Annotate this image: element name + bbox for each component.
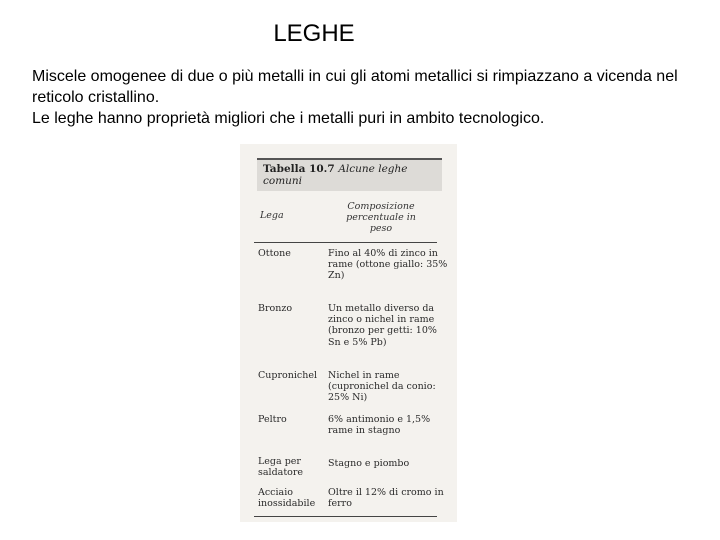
alloys-table-image <box>240 144 457 522</box>
intro-text <box>32 66 692 129</box>
row-composizione: Oltre il 12% di cromo in ferro <box>328 487 444 510</box>
table-rule-top <box>254 242 437 243</box>
row-composizione: Nichel in rame (cupronichel da conio: 25% Ni) <box>328 370 436 404</box>
header-composizione: Composizione percentuale in peso <box>346 201 416 234</box>
intro-paragraph-2: Le leghe hanno proprietà migliori che i metalli puri in ambito tecnologico. <box>32 110 545 127</box>
row-composizione: 6% antimonio e 1,5% rame in stagno <box>328 414 431 437</box>
row-composizione: Un metallo diverso da zinco o nichel in rame (bronzo per getti: 10% Sn e 5% Pb) <box>328 303 437 348</box>
header-lega: Lega <box>260 210 284 221</box>
row-composizione: Fino al 40% di zinco in rame (ottone giallo: 35% Zn) <box>328 248 448 282</box>
row-lega: Lega per saldatore <box>258 456 304 478</box>
slide-title: LEGHE <box>273 20 355 47</box>
row-lega: Cupronichel <box>258 370 317 381</box>
table-caption <box>257 158 442 191</box>
row-lega: Bronzo <box>258 303 293 314</box>
row-lega: Acciaio inossidabile <box>258 487 316 509</box>
table-caption-text: Alcune leghe comuni <box>263 163 408 187</box>
table-rule-bottom <box>254 516 437 517</box>
intro-paragraph-1: Miscele omogenee di due o più metalli in cui gli atomi metallici si rimpiazzano a vicenda nel reticolo cristallino. <box>32 68 678 106</box>
row-composizione: Stagno e piombo <box>328 458 410 469</box>
row-lega: Peltro <box>258 414 287 425</box>
row-lega: Ottone <box>258 248 291 259</box>
table-caption-label: Tabella 10.7 <box>263 163 335 175</box>
